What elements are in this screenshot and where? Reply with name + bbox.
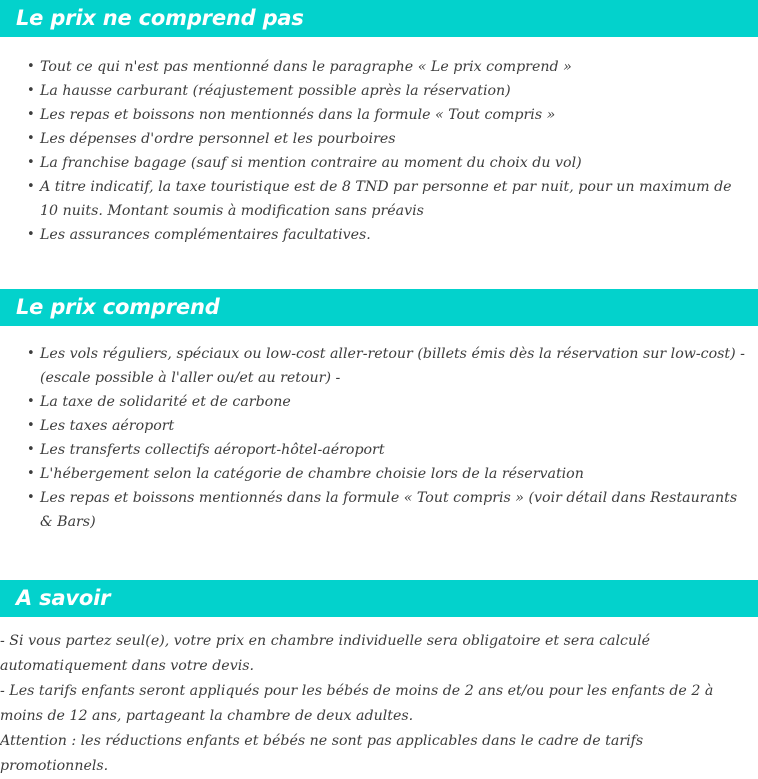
section-body [0, 37, 758, 247]
list-item: • Tout ce qui n'est pas mentionné dans le paragraphe « Le prix comprend » [0, 55, 758, 79]
section-body [0, 326, 758, 534]
section-spacer [0, 247, 758, 289]
notice-paragraph: - Les tarifs enfants seront appliqués pour les bébés de moins de 2 ans et/ou pour les enfants de 2 à moins de 12 ans, partageant la chambre de deux adultes. [0, 683, 714, 724]
section-header-banner [0, 580, 758, 617]
section-title: Le prix comprend [16, 295, 220, 319]
list-item: • Les assurances complémentaires facultatives. [0, 223, 758, 247]
list-item: • La hausse carburant (réajustement possible après la réservation) [0, 79, 758, 103]
list-item: • L'hébergement selon la catégorie de chambre choisie lors de la réservation [0, 462, 758, 486]
list-item: • A titre indicatif, la taxe touristique est de 8 TND par personne et par nuit, pour un maximum de 10 nuits. Montant soumis à modification sans préavis [0, 175, 758, 223]
section-title: Le prix ne comprend pas [16, 6, 304, 30]
section-a-savoir [0, 580, 758, 779]
section-header-banner [0, 0, 758, 37]
list-item: • Les repas et boissons non mentionnés dans la formule « Tout compris » [0, 103, 758, 127]
list-item: • Les repas et boissons mentionnés dans la formule « Tout compris » (voir détail dans Restaurants & Bars) [0, 486, 758, 534]
section-le-prix-comprend [0, 289, 758, 534]
section-title: A savoir [16, 586, 111, 610]
list-item: • La taxe de solidarité et de carbone [0, 390, 758, 414]
section-header-banner [0, 289, 758, 326]
list-item: • Les transferts collectifs aéroport-hôtel-aéroport [0, 438, 758, 462]
notice-paragraph: - Si vous partez seul(e), votre prix en chambre individuelle sera obligatoire et sera calculé automatiquement dans votre devis. [0, 633, 651, 674]
list-item: • La franchise bagage (sauf si mention contraire au moment du choix du vol) [0, 151, 758, 175]
list-item: • Les dépenses d'ordre personnel et les pourboires [0, 127, 758, 151]
list-item: • Les vols réguliers, spéciaux ou low-cost aller-retour (billets émis dès la réservation sur low-cost) - (escale possible à l'aller ou/et au retour) - [0, 342, 758, 390]
section-spacer [0, 534, 758, 580]
exclusions-list [0, 55, 758, 247]
section-le-prix-ne-comprend-pas [0, 0, 758, 247]
inclusions-list [0, 342, 758, 534]
notice-paragraph: Attention : les réductions enfants et bébés ne sont pas applicables dans le cadre de tarifs promotionnels. [0, 733, 644, 774]
list-item: • Les taxes aéroport [0, 414, 758, 438]
